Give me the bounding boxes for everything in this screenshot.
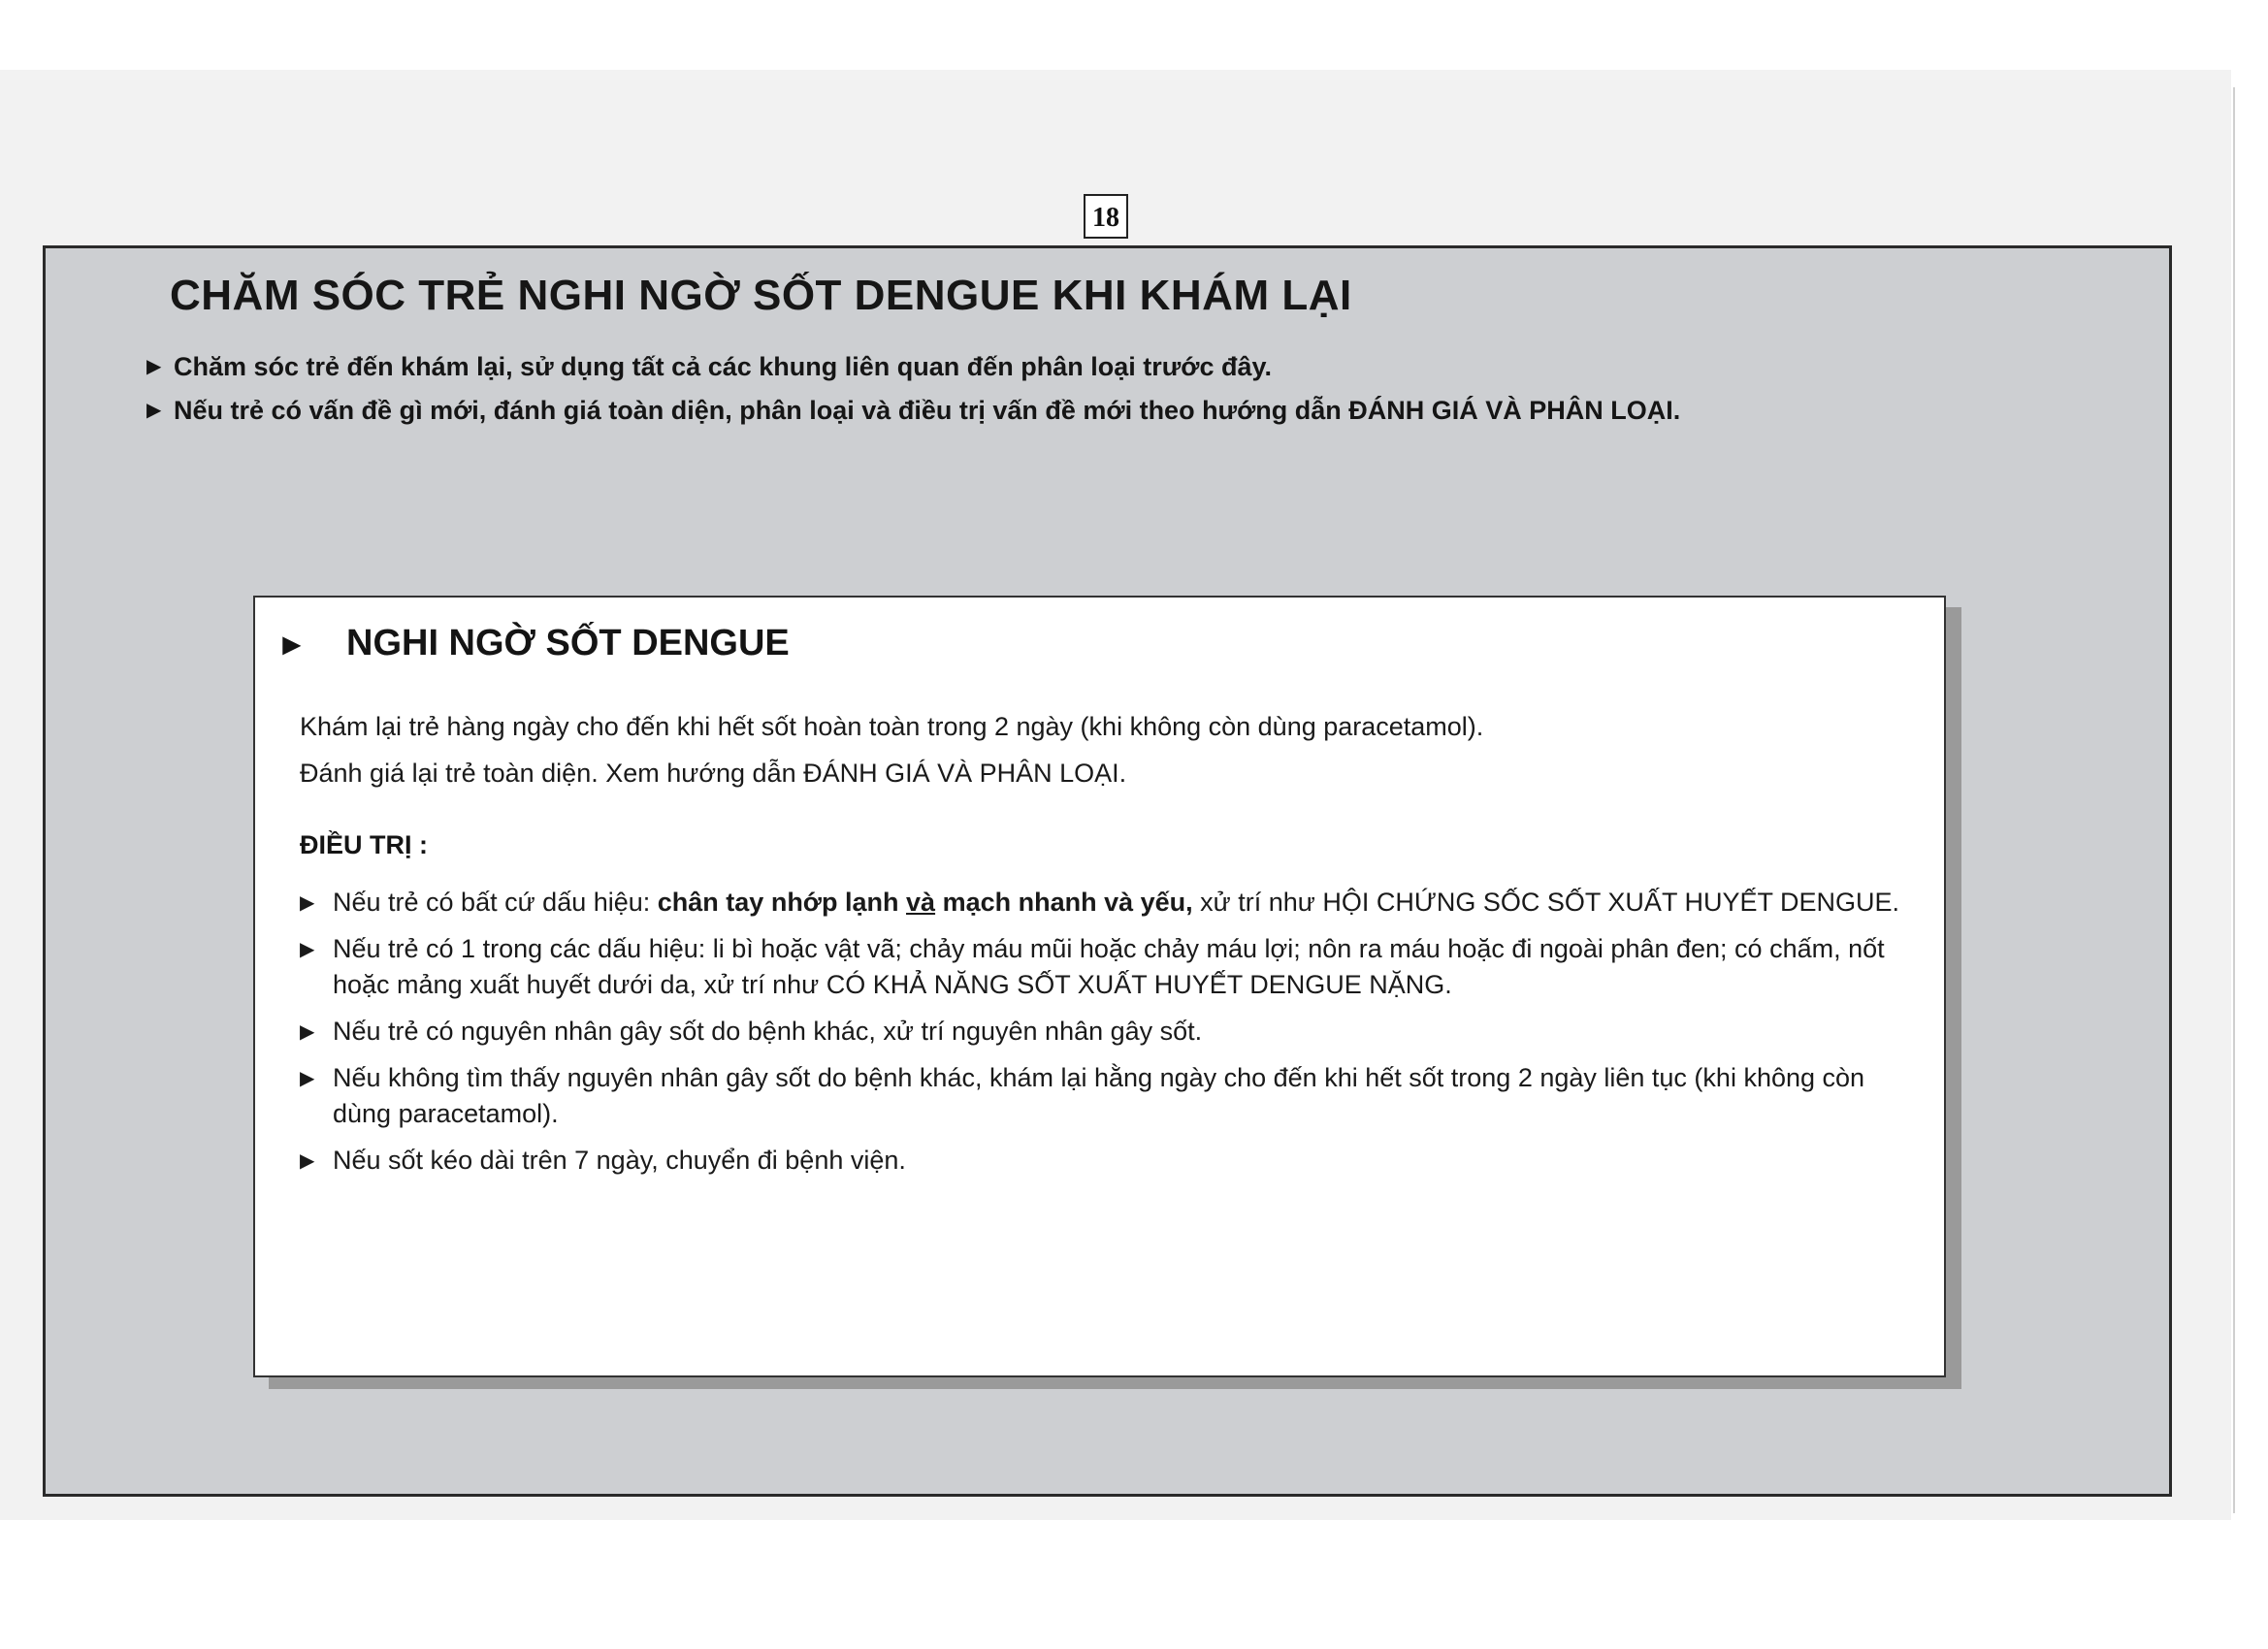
treatment-item-bold-underline: và — [906, 888, 936, 917]
section-heading-text: NGHI NGỜ SỐT DENGUE — [346, 623, 790, 663]
scan-edge-line — [2233, 87, 2235, 1513]
arrow-icon: ► — [276, 627, 308, 662]
bullet-icon: ▶ — [300, 939, 315, 960]
intro-item — [146, 389, 1680, 433]
treatment-item-suffix: xử trí như HỘI CHỨNG SỐC SỐT XUẤT HUYẾT DENGUE. — [1192, 888, 1899, 917]
bullet-icon: ▶ — [300, 1068, 315, 1089]
treatment-item — [300, 885, 1920, 921]
treatment-item — [300, 1060, 1920, 1132]
treatment-item-bold: mạch nhanh và yếu, — [935, 888, 1193, 917]
page-title: CHĂM SÓC TRẺ NGHI NGỜ SỐT DENGUE KHI KHÁM LẠI — [170, 272, 1352, 319]
treatment-item-prefix: Nếu trẻ có bất cứ dấu hiệu: — [333, 888, 658, 917]
treatment-item — [300, 1143, 1920, 1179]
intro-item — [146, 345, 1680, 389]
bullet-icon: ▶ — [146, 356, 162, 377]
treatment-item-text: Nếu không tìm thấy nguyên nhân gây sốt do bệnh khác, khám lại hằng ngày cho đến khi hết sốt trong 2 ngày liên tục (khi không còn dùng paracetamol). — [333, 1063, 1865, 1128]
bullet-icon: ▶ — [300, 892, 315, 914]
intro-item-text: Chăm sóc trẻ đến khám lại, sử dụng tất cả các khung liên quan đến phân loại trước đây. — [174, 352, 1273, 381]
outer-panel — [43, 245, 2172, 1497]
dengue-box — [253, 596, 1946, 1377]
treatment-item-text: Nếu sốt kéo dài trên 7 ngày, chuyển đi bệnh viện. — [333, 1146, 906, 1175]
treatment-item — [300, 1014, 1920, 1050]
intro-item-text: Nếu trẻ có vấn đề gì mới, đánh giá toàn diện, phân loại và điều trị vấn đề mới theo hướng dẫn ĐÁNH GIÁ VÀ PHÂN LOẠI. — [174, 396, 1681, 425]
section-heading — [276, 623, 790, 664]
treatment-item-text: Nếu trẻ có 1 trong các dấu hiệu: li bì hoặc vật vã; chảy máu mũi hoặc chảy máu lợi; nôn ra máu hoặc đi ngoài phân đen; có chấm, nốt hoặc mảng xuất huyết dưới da, xử trí như CÓ KHẢ NĂNG SỐT XUẤT HUYẾT DENGUE NẶNG. — [333, 934, 1885, 999]
intro-list — [146, 345, 1680, 433]
bullet-icon: ▶ — [300, 1150, 315, 1172]
treatment-label: ĐIỀU TRỊ : — [300, 830, 428, 859]
treatment-item — [300, 931, 1920, 1003]
treatment-item-text: Nếu trẻ có nguyên nhân gây sốt do bệnh khác, xử trí nguyên nhân gây sốt. — [333, 1017, 1203, 1046]
treatment-item-bold: chân tay nhớp lạnh — [657, 888, 907, 917]
treatment-list — [300, 885, 1920, 1189]
bullet-icon: ▶ — [300, 1021, 315, 1043]
paragraph-reassess: Đánh giá lại trẻ toàn diện. Xem hướng dẫn ĐÁNH GIÁ VÀ PHÂN LOẠI. — [300, 759, 1127, 788]
paragraph-followup: Khám lại trẻ hàng ngày cho đến khi hết sốt hoàn toàn trong 2 ngày (khi không còn dùng paracetamol). — [300, 712, 1484, 741]
bullet-icon: ▶ — [146, 400, 162, 421]
page-number: 18 — [1084, 194, 1128, 239]
